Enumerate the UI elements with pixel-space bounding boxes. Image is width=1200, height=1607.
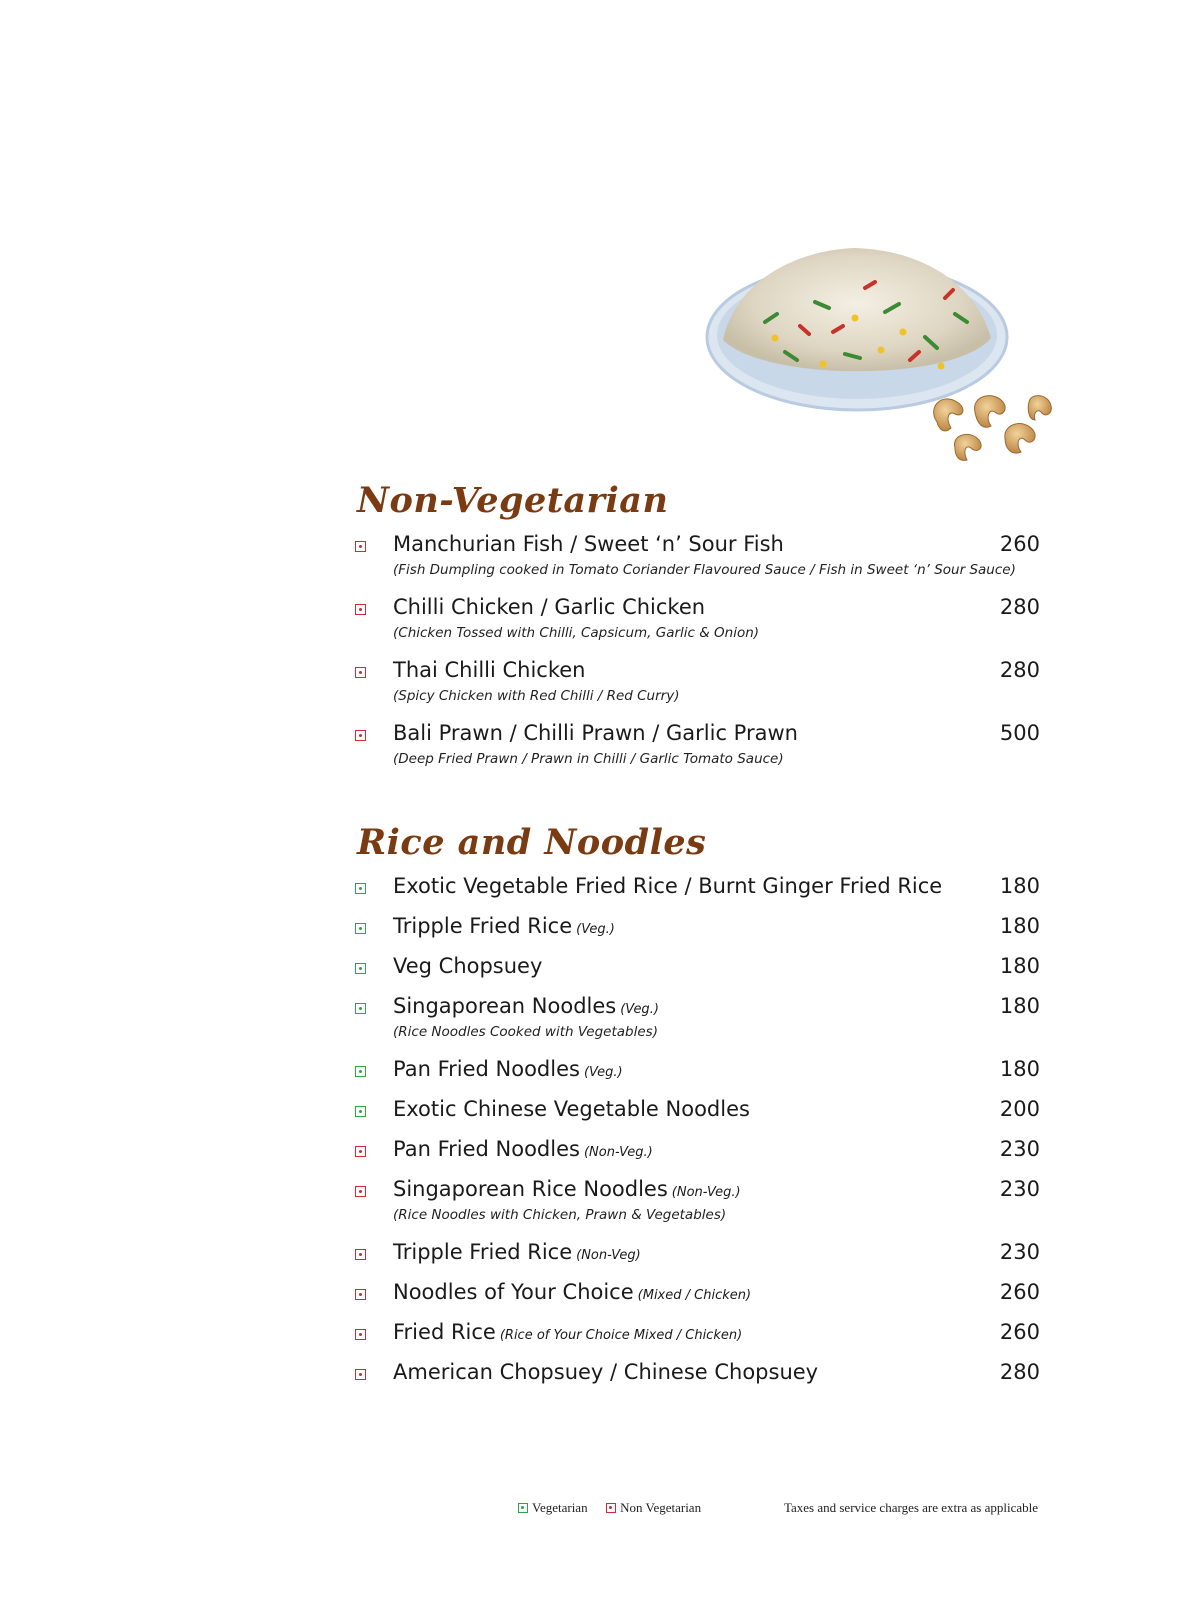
menu-item-price: 180 <box>999 954 1040 978</box>
menu-item-name: Thai Chilli Chicken <box>393 658 586 682</box>
veg-marker-icon <box>355 963 366 974</box>
veg-marker-icon <box>355 1106 366 1117</box>
menu-item-note: (Veg.) <box>583 1065 623 1080</box>
section-title-rice-and-noodles: Rice and Noodles <box>357 822 707 863</box>
legend-veg-label: Vegetarian <box>532 1500 588 1515</box>
menu-item-name: Exotic Vegetable Fried Rice / Burnt Ginger Fried Rice <box>393 874 943 898</box>
tax-note: Taxes and service charges are extra as applicable <box>783 1500 1038 1515</box>
menu-item-description: (Spicy Chicken with Red Chilli / Red Curry) <box>393 688 680 704</box>
menu-item-note: (Veg.) <box>620 1002 659 1017</box>
menu-item-name: Exotic Chinese Vegetable Noodles <box>393 1097 750 1121</box>
non-veg-marker-icon <box>355 1186 366 1197</box>
menu-item-name: Tripple Fried Rice <box>393 914 573 938</box>
menu-item-price: 180 <box>999 874 1040 898</box>
legend-non-veg-label: Non Vegetarian <box>620 1500 702 1515</box>
menu-item-name: Pan Fried Noodles <box>393 1137 580 1161</box>
menu-item-description: (Chicken Tossed with Chilli, Capsicum, Garlic & Onion) <box>393 625 760 641</box>
menu-item-description: (Fish Dumpling cooked in Tomato Coriander Flavoured Sauce / Fish in Sweet ‘n’ Sour Sauce) <box>393 562 1016 578</box>
menu-item-price: 280 <box>999 595 1040 619</box>
menu-item-note: (Veg.) <box>576 922 615 937</box>
non-veg-marker-icon <box>606 1503 616 1513</box>
menu-item-price: 180 <box>999 994 1040 1018</box>
menu-item-price: 280 <box>999 658 1040 682</box>
rice-and-noodles-section <box>355 822 1040 1402</box>
menu-item-name: Bali Prawn / Chilli Prawn / Garlic Prawn <box>393 721 798 745</box>
menu-item-price: 260 <box>999 1320 1040 1344</box>
menu-item-name: American Chopsuey / Chinese Chopsuey <box>393 1360 819 1384</box>
veg-marker-icon <box>355 1066 366 1077</box>
menu-item-note: (Non-Veg.) <box>583 1145 653 1160</box>
non-veg-marker-icon <box>355 667 366 678</box>
menu-item-description: (Rice Noodles with Chicken, Prawn & Vegetables) <box>393 1207 727 1223</box>
menu-item-name: Singaporean Rice Noodles <box>393 1177 668 1201</box>
menu-item-price: 280 <box>999 1360 1040 1384</box>
section-title-non-vegetarian: Non-Vegetarian <box>357 480 669 521</box>
menu-item-price: 180 <box>999 914 1040 938</box>
menu-item-note: (Non-Veg) <box>576 1248 641 1263</box>
menu-item-name: Fried Rice <box>393 1320 496 1344</box>
menu-item-name: Singaporean Noodles <box>393 994 617 1018</box>
veg-marker-icon <box>355 883 366 894</box>
veg-marker-icon <box>518 1503 528 1513</box>
menu-item-price: 260 <box>999 532 1040 556</box>
menu-item-name: Noodles of Your Choice <box>393 1280 634 1304</box>
non-veg-marker-icon <box>355 1289 366 1300</box>
menu-item-note: (Non-Veg.) <box>671 1185 741 1200</box>
veg-marker-icon <box>355 923 366 934</box>
non-vegetarian-section <box>355 480 1040 800</box>
menu-item-name: Veg Chopsuey <box>393 954 543 978</box>
menu-item-price: 230 <box>999 1240 1040 1264</box>
menu-item-name: Manchurian Fish / Sweet ‘n’ Sour Fish <box>393 532 784 556</box>
menu-item-name: Tripple Fried Rice <box>393 1240 573 1264</box>
non-veg-marker-icon <box>355 1249 366 1260</box>
non-veg-marker-icon <box>355 730 366 741</box>
menu-item-description: (Deep Fried Prawn / Prawn in Chilli / Garlic Tomato Sauce) <box>393 751 784 767</box>
menu-item-note: (Mixed / Chicken) <box>637 1288 752 1303</box>
non-veg-marker-icon <box>355 604 366 615</box>
fried-rice-dish-image <box>705 242 1065 482</box>
menu-item-name: Chilli Chicken / Garlic Chicken <box>393 595 706 619</box>
non-veg-marker-icon <box>355 541 366 552</box>
footer-legend <box>518 1500 701 1516</box>
menu-item-price: 200 <box>999 1097 1040 1121</box>
menu-item-price: 180 <box>999 1057 1040 1081</box>
menu-item-note: (Rice of Your Choice Mixed / Chicken) <box>499 1328 743 1343</box>
non-veg-marker-icon <box>355 1146 366 1157</box>
menu-item-price: 230 <box>999 1177 1040 1201</box>
non-veg-marker-icon <box>355 1329 366 1340</box>
non-veg-marker-icon <box>355 1369 366 1380</box>
veg-marker-icon <box>355 1003 366 1014</box>
menu-item-price: 230 <box>999 1137 1040 1161</box>
menu-item-description: (Rice Noodles Cooked with Vegetables) <box>393 1024 658 1040</box>
menu-item-price: 500 <box>999 721 1040 745</box>
menu-item-name: Pan Fried Noodles <box>393 1057 580 1081</box>
menu-item-price: 260 <box>999 1280 1040 1304</box>
